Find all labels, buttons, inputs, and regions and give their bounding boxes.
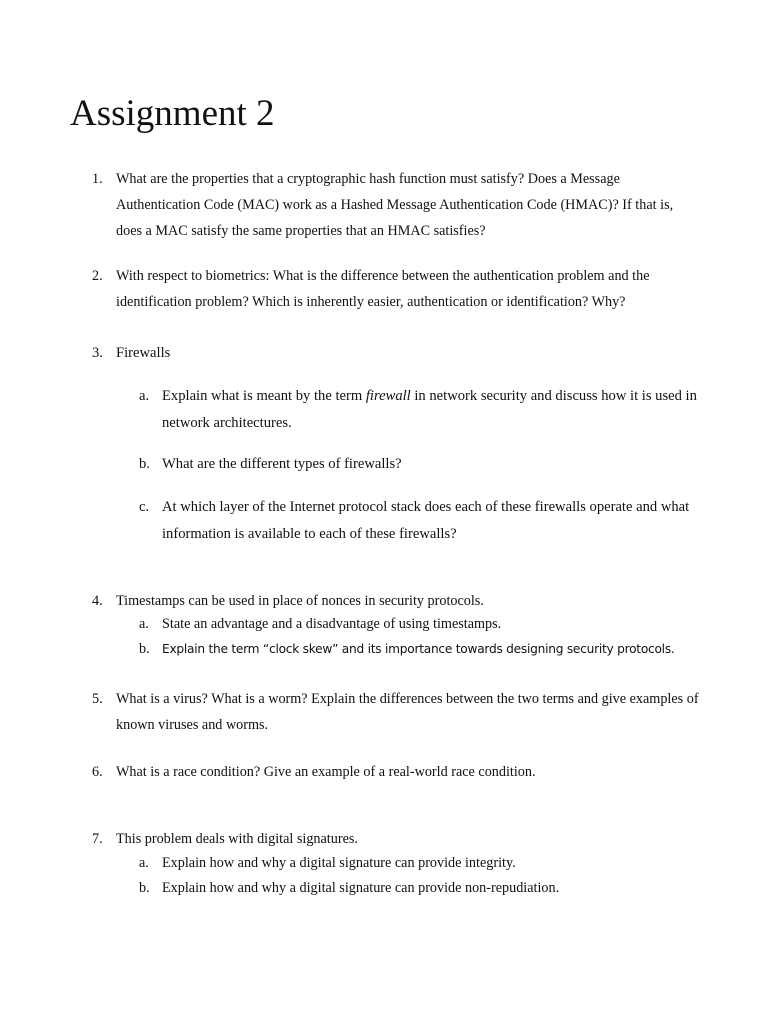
question-number: 2. <box>92 268 103 284</box>
subquestion-letter: a. <box>139 616 149 632</box>
subquestion-text: Explain how and why a digital signature can provide non-repudiation. <box>162 880 560 896</box>
emphasized-term: firewall <box>365 388 411 404</box>
question-4a <box>139 612 704 636</box>
question-7 <box>92 826 702 852</box>
question-text: This problem deals with digital signatures. <box>116 831 358 847</box>
question-number: 4. <box>92 593 103 609</box>
question-4 <box>92 588 702 614</box>
subquestion-letter: c. <box>139 499 150 515</box>
question-5 <box>92 686 702 738</box>
subquestion-text: Explain what is meant by the term firewall in network security and discuss how it is used in network architectures. <box>162 388 697 431</box>
subquestion-letter: a. <box>139 388 150 404</box>
subquestion-text: At which layer of the Internet protocol stack does each of these firewalls operate and what information is available to each of these firewalls? <box>162 499 690 542</box>
subquestion-text: What are the different types of firewalls? <box>162 456 402 472</box>
subquestion-letter: b. <box>139 456 150 472</box>
question-6 <box>92 759 702 785</box>
subquestion-text: Explain how and why a digital signature can provide integrity. <box>162 855 516 871</box>
subquestion-letter: b. <box>139 641 150 657</box>
question-text: Timestamps can be used in place of nonces in security protocols. <box>116 593 484 609</box>
question-7a <box>139 851 704 875</box>
question-text: What is a virus? What is a worm? Explain the differences between the two terms and give examples of known viruses and worms. <box>116 691 699 733</box>
subquestion-letter: a. <box>139 855 149 871</box>
question-3c <box>139 494 704 548</box>
subquestion-text: Explain the term “clock skew” and its importance towards designing security protocols. <box>162 642 675 656</box>
subquestion-letter: b. <box>139 880 150 896</box>
question-3a <box>139 383 704 437</box>
question-number: 1. <box>92 171 103 187</box>
question-number: 6. <box>92 764 103 780</box>
question-7b <box>139 876 704 900</box>
page-title: Assignment 2 <box>70 93 275 134</box>
question-1 <box>92 166 702 244</box>
subquestion-text: State an advantage and a disadvantage of using timestamps. <box>162 616 502 632</box>
question-number: 3. <box>92 345 103 361</box>
question-text: Firewalls <box>116 345 171 361</box>
question-text: With respect to biometrics: What is the difference between the authentication problem and the identification problem? Which is inherently easier, authentication or identification? Why? <box>116 268 650 310</box>
question-3 <box>92 340 702 367</box>
question-2 <box>92 263 702 315</box>
question-number: 7. <box>92 831 103 847</box>
question-number: 5. <box>92 691 103 707</box>
question-4b <box>139 637 704 661</box>
question-text: What are the properties that a cryptographic hash function must satisfy? Does a Message Authentication Code (MAC) work as a Hashed Message Authentication Code (HMAC)? If that is, does a MAC satisfy the same properties that an HMAC satisfies? <box>116 171 674 239</box>
question-text: What is a race condition? Give an example of a real-world race condition. <box>116 764 536 780</box>
question-3b <box>139 451 704 478</box>
